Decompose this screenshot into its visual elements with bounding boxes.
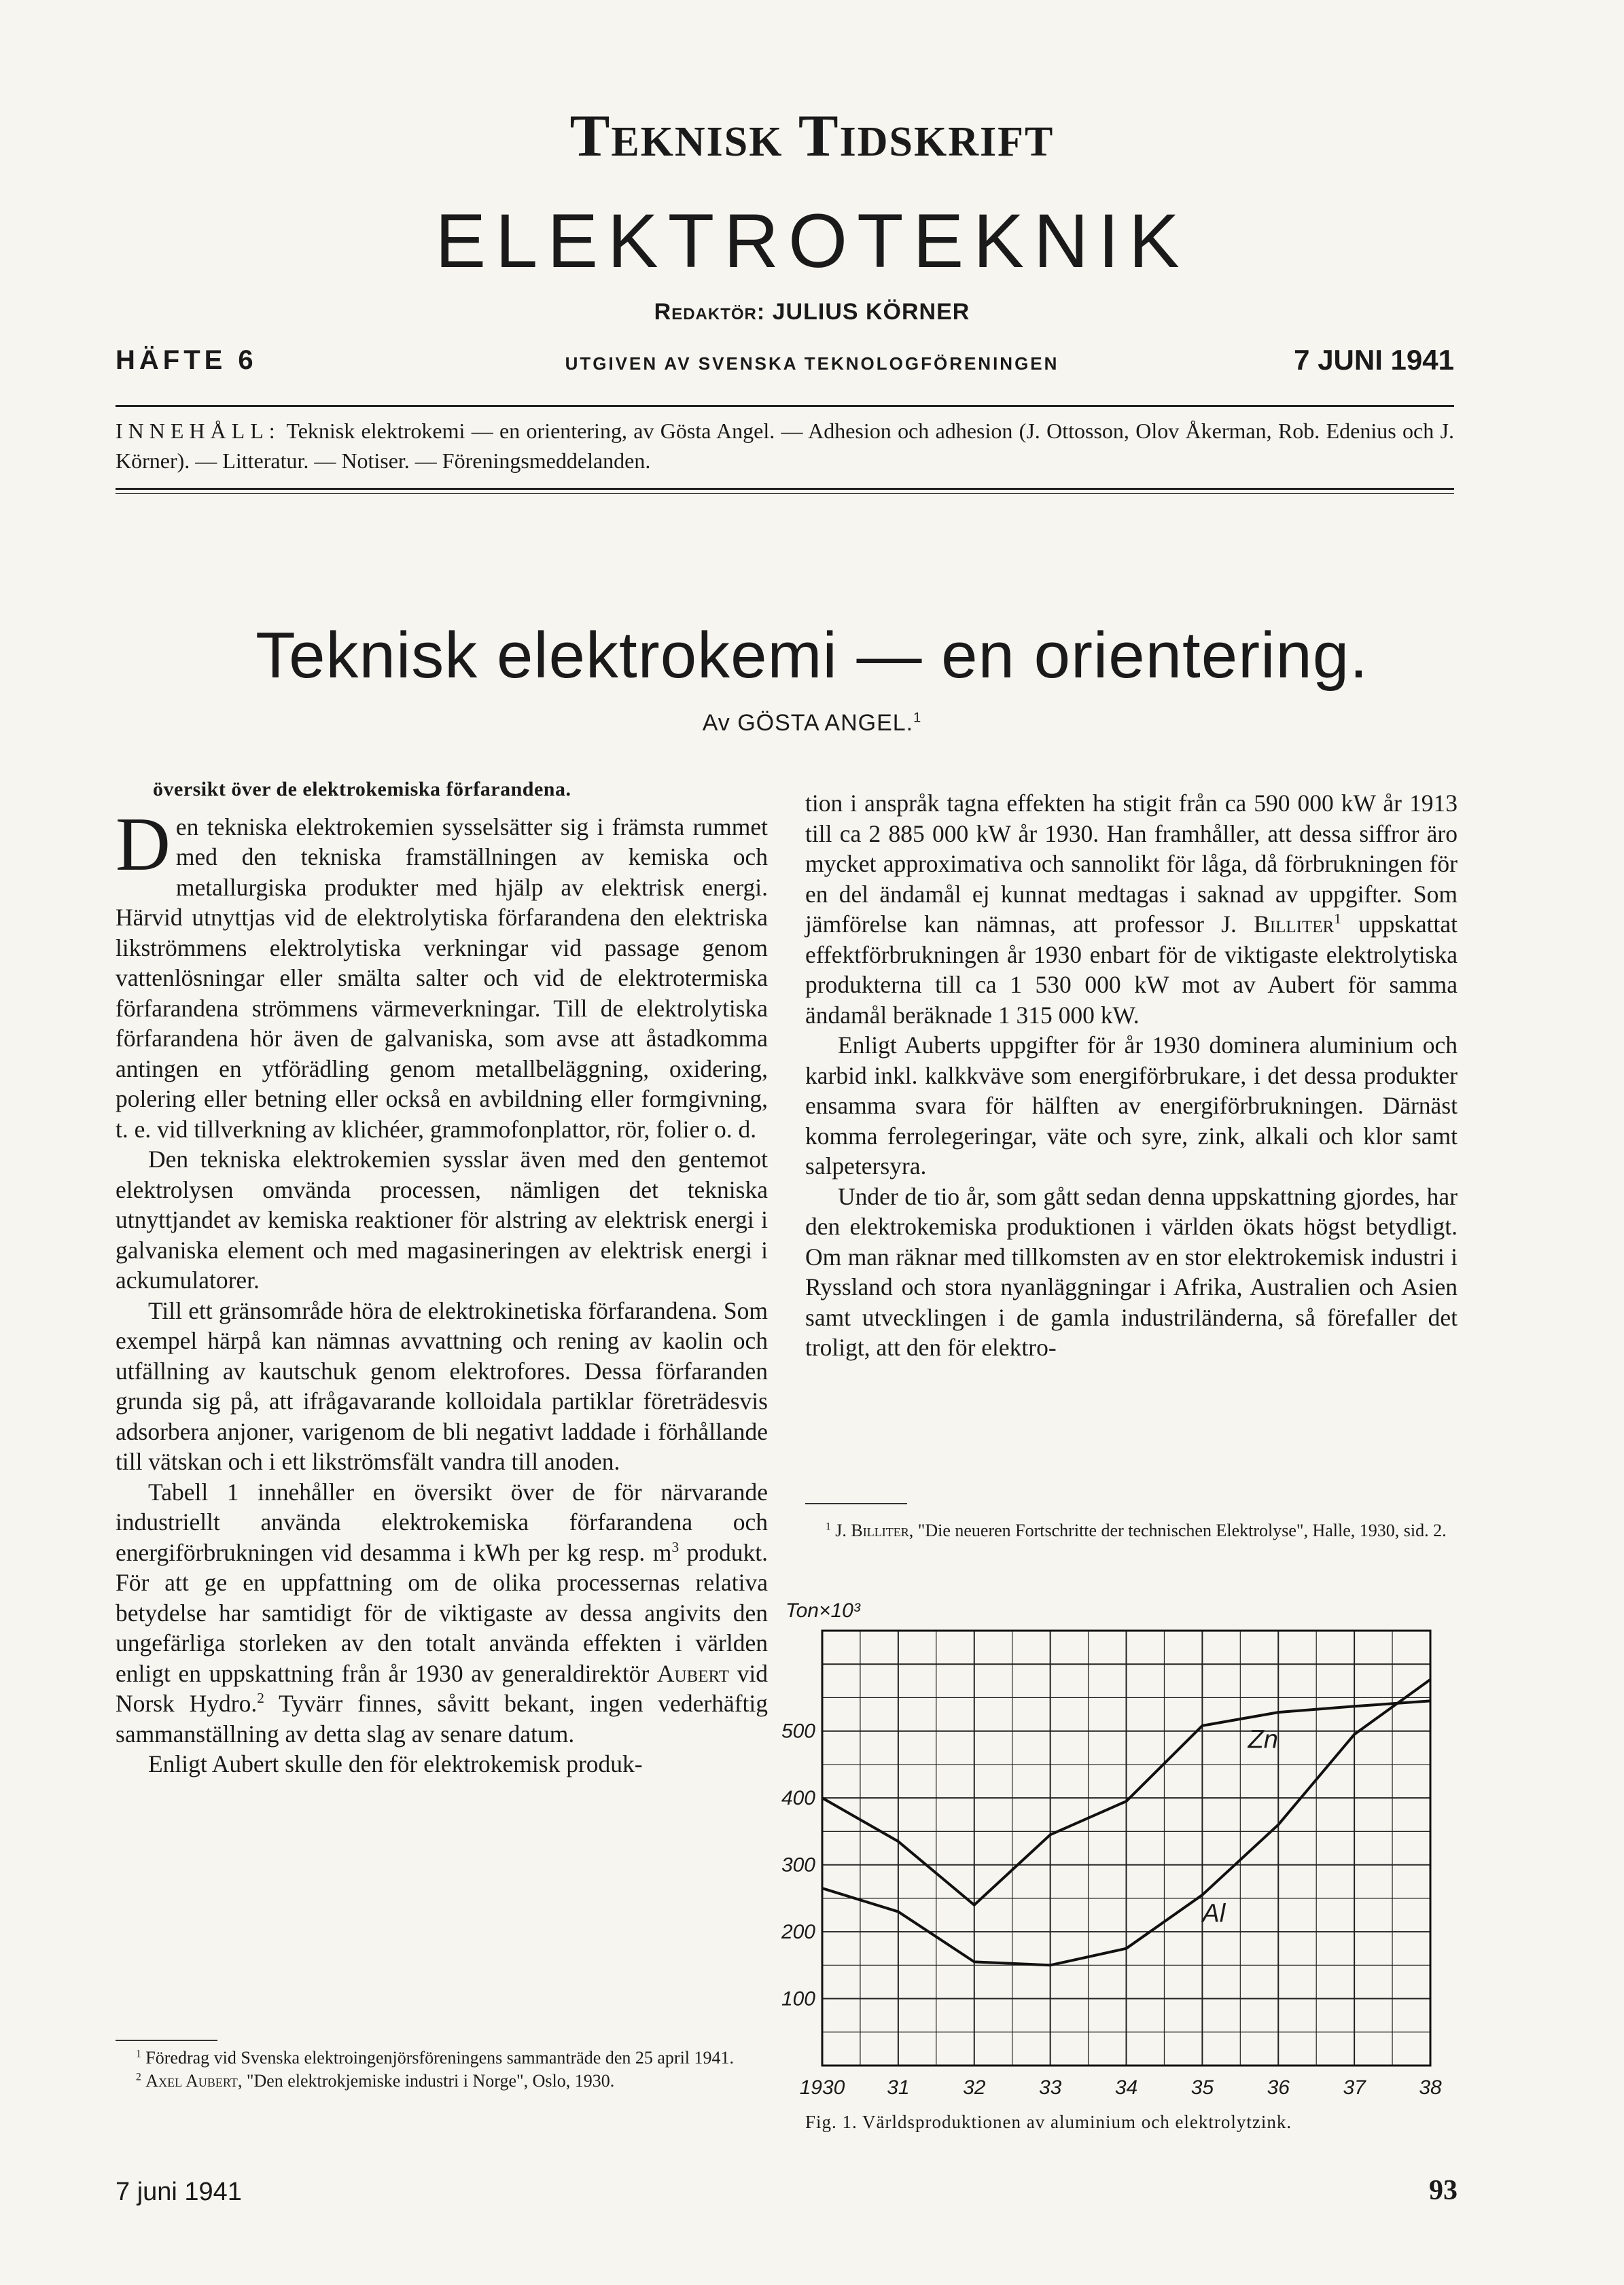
byline-footnote-mark: 1 (913, 710, 922, 726)
publisher-line: UTGIVEN AV SVENSKA TEKNOLOGFÖRENINGEN (565, 353, 1059, 374)
footnote-rule-left (116, 2040, 217, 2041)
article-byline (0, 710, 1624, 737)
y-tick-label: 400 (781, 1787, 815, 1810)
paragraph-5-continued (805, 788, 1458, 1030)
y-tick-labels (781, 1720, 815, 2011)
contents-text: Teknisk elektrokemi — en orientering, av Gösta Angel. — Adhesion och adhesion (J. Ottosson, Olov Åkerman, Rob. Edenius och J. Körner). — Litteratur. — Notiser. — Föreningsmeddelanden. (116, 419, 1455, 473)
footnotes-left (116, 2047, 768, 2093)
paragraph-4-part-d: Tyvärr finnes, såvitt bekant, ingen vederhäftig sammanställning av detta slag av senare datum. (116, 1690, 768, 1748)
rule-bottom (116, 488, 1454, 490)
y-tick-label: 500 (781, 1720, 815, 1743)
series-label-al: Al (1202, 1899, 1226, 1928)
x-tick-label: 37 (1343, 2076, 1366, 2099)
page-number: 93 (1429, 2175, 1458, 2206)
right-column (805, 788, 1458, 1363)
y-tick-label: 200 (781, 1921, 815, 1944)
paragraph-4-part-b: produkt. För att ge en uppfattning om de olika processernas relativa betydelse har samtidigt för de viktigaste av dessa angivits den ungefärliga storleken av den totalt använda effekten i världen enligt en uppskattning från år 1930 av generaldirektör (116, 1538, 768, 1687)
x-tick-label: 1930 (799, 2076, 845, 2099)
paragraph-6: Enligt Auberts uppgifter för år 1930 dominera aluminium och karbid inkl. kalkkväve som energiförbrukare, i det dessa produkter ensamma svara för hälften av energiförbrukningen. Därnäst komma ferrolegeringar, väte och syre, zink, alkali och klor samt salpetersyra. (805, 1031, 1458, 1180)
rule-bottom-thin (116, 493, 1454, 494)
x-tick-label: 34 (1114, 2076, 1138, 2099)
paragraph-5-cont-a: tion i anspråk tagna effekten ha stigit från ca 590 000 kW år 1913 till ca 2 885 000 kW år 1930. Han framhåller, att dessa siffror äro mycket approximativa och sannolikt för låga, då förbrukningen för en del ändamål ej kunnat medtagas i saknad av uppgifter. Som jämförelse kan nämnas, att professor J. (805, 790, 1458, 938)
paragraph-7: Under de tio år, som gått sedan denna uppskattning gjordes, har den elektrokemiska produktionen i världen ökats högst betydligt. Om man räknar med tillkomsten av en stor elektrokemisk industri i Ryssland och stora nyanläggningar i Afrika, Australien och Asien samt utvecklingen i de gamla industriländerna, så förefaller det troligt, att den för elektro- (805, 1182, 1458, 1361)
paragraph-5-cont-b: uppskattat effektförbrukningen år 1930 enbart för de viktigaste elektrolytiska produkterna till ca 1 530 000 kW mot av Aubert för samma ändamål beräknade 1 315 000 kW. (805, 910, 1458, 1029)
footnote-2-name: Axel Aubert (145, 2071, 238, 2091)
byline-text: Av GÖSTA ANGEL. (702, 710, 914, 736)
superscript-3: 3 (671, 1538, 679, 1555)
issue-number: HÄFTE 6 (116, 345, 258, 375)
table-of-contents (116, 416, 1454, 476)
x-tick-label: 36 (1267, 2076, 1290, 2099)
footnote-1-mark: 1 (136, 2048, 141, 2060)
x-tick-label: 31 (887, 2076, 910, 2099)
footnote-2-mark: 2 (136, 2071, 141, 2083)
section-title: ELEKTROTEKNIK (435, 198, 1189, 283)
left-column (116, 775, 768, 1779)
editor-line: Redaktör: JULIUS KÖRNER (654, 299, 970, 325)
footnote-right-text: , "Die neueren Fortschritte der technischen Elektrolyse", Halle, 1930, sid. 2. (908, 1521, 1447, 1540)
figure-caption: Fig. 1. Världsproduktionen av aluminium och elektrolytzink. (805, 2112, 1292, 2132)
paragraph-2: Den tekniska elektrokemien sysslar även med den gentemot elektrolysen omvända processen, nämligen det tekniska utnyttjandet av kemiska reaktioner för alstring av elektrisk energi i galvaniska element och med magasineringen av elektrisk energi i ackumulatorer. (116, 1146, 768, 1294)
author-name-billiter: Billiter (1254, 910, 1335, 938)
journal-title: Teknisk Tidskrift (569, 103, 1055, 169)
y-axis-label: Ton×10³ (785, 1599, 860, 1622)
footnote-rule-right (805, 1503, 907, 1504)
issue-date: 7 JUNI 1941 (1294, 344, 1454, 376)
production-chart (781, 1590, 1454, 2106)
paragraph-3: Till ett gränsområde höra de elektrokinetiska förfarandena. Som exempel härpå kan nämnas avvattning och rening av kaolin och utfällning av kautschuk genom elektrofores. Dessa förfaranden grunda sig på, att ifrågavarande kolloidala partiklar företrädesvis adsorbera anjoner, varigenom de bli negativt laddade i förhållande till vätskan och i ett likströmsfält vandra till anoden. (116, 1296, 768, 1475)
paragraph-4-part-a: Tabell 1 innehåller en översikt över de för närvarande industriellt använda elektrokemiska förfarandena och energiförbrukningen vid desamma i kWh per kg resp. m (116, 1478, 768, 1566)
footnote-2 (116, 2070, 768, 2093)
footnote-right-name: J. Billiter (835, 1521, 909, 1540)
footnote-right-body (805, 1519, 1458, 1542)
footnote-mark-1-right: 1 (1334, 910, 1341, 927)
footnote-mark-2: 2 (257, 1690, 264, 1707)
paragraph-5: Enligt Aubert skulle den för elektrokemisk produk- (148, 1750, 643, 1777)
paragraph-4 (116, 1477, 768, 1750)
footnote-2-text: , "Den elektrokjemiske industri i Norge", Oslo, 1930. (237, 2071, 615, 2091)
footnote-right (805, 1519, 1458, 1542)
paragraph-1-text: en tekniska elektrokemien sysselsätter sig i främsta rummet med den tekniska framställningen av kemiska och metallurgiska produkter med hjälp av elektrisk energi. Härvid utnyttjas vid de elektrolytiska förfarandena den elektriska likströmmens elektrolytiska verkningar vid passage genom vattenlösningar eller smälta salter och vid de elektrotermiska förfarandena strömmens värmeverkningar. Till de elektrolytiska förfarandena hör även de galvaniska, som avse att åstadkomma antingen en ytförädling genom metallbeläggning, oxidering, polering eller betning eller också en avbildning eller formgivning, t. e. vid tillverkning av klichéer, grammofonplattor, rör, folier o. d. (116, 813, 768, 1143)
footnote-1 (116, 2047, 768, 2070)
section-subheading: översikt över de elektrokemiska förfarandena. (153, 778, 571, 800)
rule-top (116, 405, 1454, 407)
y-tick-label: 100 (781, 1987, 815, 2011)
series-label-zn: Zn (1248, 1725, 1278, 1754)
article-title: Teknisk elektrokemi — en orientering. (255, 619, 1369, 692)
paragraph-1 (116, 802, 768, 1145)
drop-cap: D (116, 802, 171, 887)
paragraph-4-part-c: vid Norsk Hydro. (116, 1659, 768, 1717)
x-tick-label: 38 (1419, 2076, 1442, 2099)
y-tick-label: 300 (781, 1854, 815, 1877)
x-tick-label: 33 (1038, 2076, 1062, 2099)
contents-label: INNEHÅLL: (116, 419, 281, 443)
chart-grid (822, 1631, 1430, 2066)
footer-date: 7 juni 1941 (116, 2178, 242, 2206)
footnote-right-mark: 1 (826, 1521, 831, 1533)
x-tick-label: 35 (1190, 2076, 1214, 2099)
x-tick-labels (800, 2076, 1442, 2099)
author-name-aubert: Aubert (656, 1659, 729, 1687)
x-tick-label: 32 (963, 2076, 986, 2099)
footnote-1-text: Föredrag vid Svenska elektroingenjörsföreningens sammanträde den 25 april 1941. (145, 2048, 735, 2068)
